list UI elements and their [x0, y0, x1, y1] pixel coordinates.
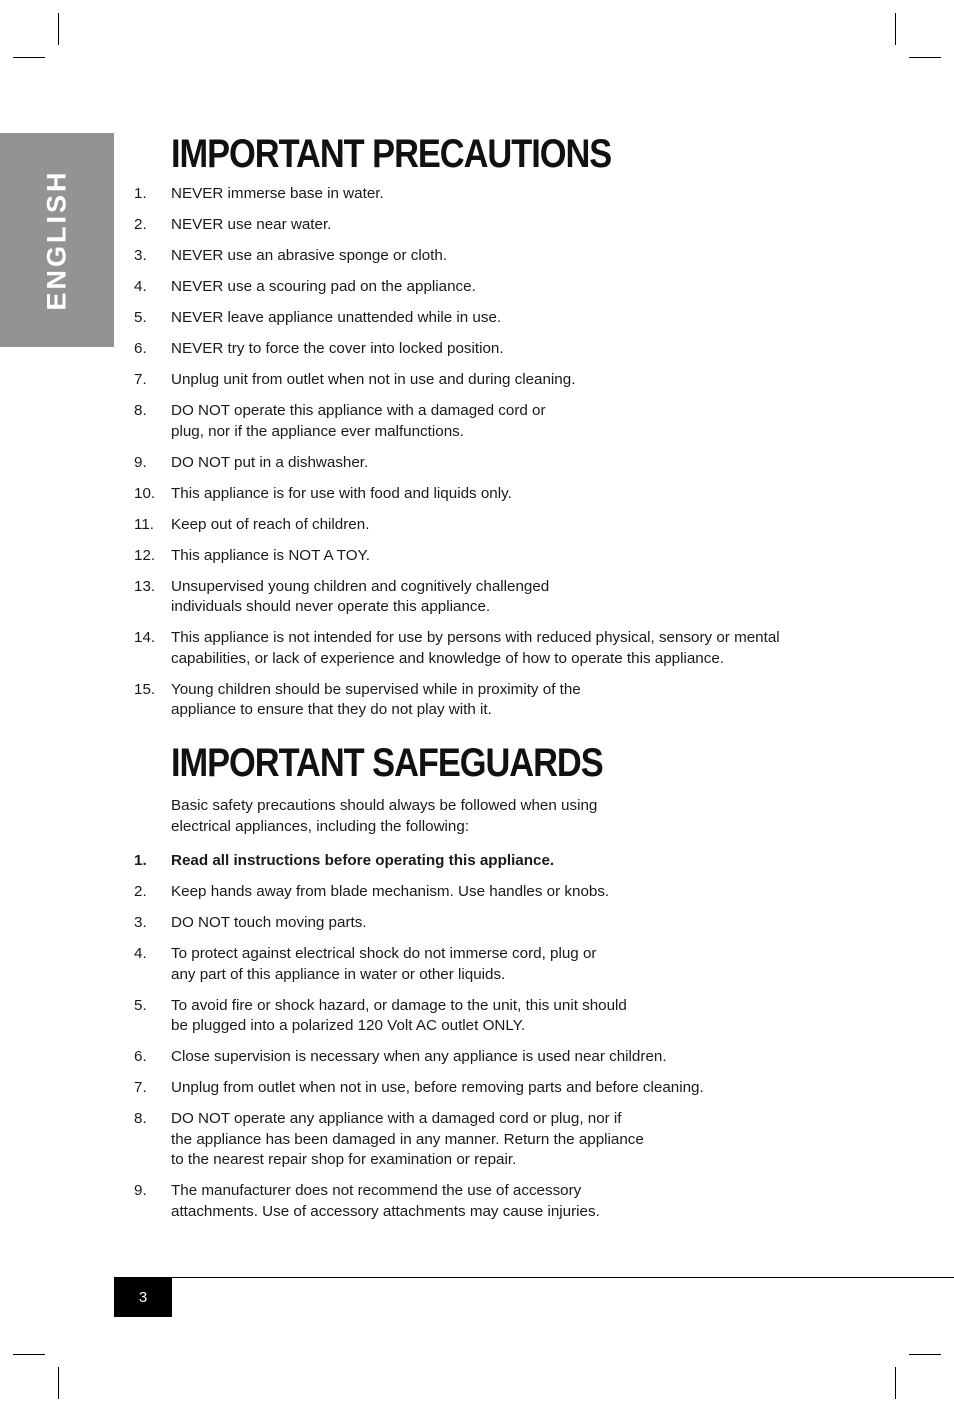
- item-text: [171, 246, 831, 267]
- item-text-line: capabilities, or lack of experience and knowledge of how to operate this appliance.: [171, 649, 725, 667]
- item-text-line: any part of this appliance in water or other liquids.: [171, 965, 506, 983]
- item-text-line: NEVER use near water.: [171, 216, 332, 233]
- item-text: [171, 277, 831, 298]
- item-number: 13.: [134, 577, 156, 595]
- item-text-line: Unplug unit from outlet when not in use and during cleaning.: [171, 371, 576, 388]
- item-text-line: DO NOT operate this appliance with a damaged cord or: [171, 402, 546, 419]
- item-number: 3.: [134, 247, 147, 264]
- item-text-line: Read all instructions before operating this appliance.: [171, 852, 555, 869]
- item-text-line: DO NOT touch moving parts.: [171, 914, 367, 931]
- item-text: [171, 515, 831, 536]
- item-text: [171, 944, 831, 985]
- item-text: [171, 184, 831, 205]
- item-text: [171, 546, 831, 567]
- item-text: [171, 453, 831, 474]
- item-text: [171, 1181, 831, 1222]
- item-text: [171, 1109, 831, 1171]
- item-text-line: NEVER use a scouring pad on the appliance.: [171, 278, 476, 295]
- item-text-line: attachments. Use of accessory attachments may cause injuries.: [171, 1202, 600, 1220]
- crop-mark: [13, 1354, 45, 1355]
- item-number: 4.: [134, 945, 147, 962]
- item-text: [171, 577, 831, 618]
- item-number: 10.: [134, 484, 156, 502]
- item-text-line: Close supervision is necessary when any appliance is used near children.: [171, 1048, 667, 1065]
- item-text: [171, 913, 831, 934]
- item-number: 12.: [134, 546, 156, 564]
- item-text: [171, 215, 831, 236]
- item-text-line: Keep out of reach of children.: [171, 515, 370, 533]
- item-text: [171, 370, 831, 391]
- item-text: [171, 401, 831, 442]
- item-text: [171, 339, 831, 360]
- item-number: 14.: [134, 629, 156, 646]
- item-text: [171, 996, 831, 1037]
- item-text: [171, 308, 831, 329]
- item-number: 5.: [134, 996, 147, 1014]
- language-tab: [0, 133, 114, 347]
- item-number: 9.: [134, 453, 147, 471]
- precautions-heading: IMPORTANT PRECAUTIONS: [171, 132, 612, 176]
- item-text-line: appliance to ensure that they do not play with it.: [171, 701, 492, 718]
- item-text-line: NEVER try to force the cover into locked position.: [171, 340, 504, 357]
- intro-line: electrical appliances, including the following:: [171, 818, 470, 835]
- item-text-line: This appliance is NOT A TOY.: [171, 546, 370, 564]
- item-text: [171, 1078, 831, 1099]
- item-number: 5.: [134, 309, 147, 326]
- item-number: 9.: [134, 1182, 147, 1199]
- item-number: 6.: [134, 1048, 147, 1065]
- crop-mark: [909, 57, 941, 58]
- page-number: 3: [114, 1278, 172, 1317]
- crop-mark: [58, 1367, 59, 1399]
- item-text-line: be plugged into a polarized 120 Volt AC outlet ONLY.: [171, 1017, 526, 1034]
- item-text: [171, 680, 831, 721]
- crop-mark: [895, 1367, 896, 1399]
- intro-line: Basic safety precautions should always be followed when using: [171, 797, 598, 814]
- item-number: 7.: [134, 371, 147, 388]
- item-number: 11.: [134, 515, 154, 533]
- item-text-line: NEVER leave appliance unattended while in use.: [171, 309, 502, 326]
- item-text-line: DO NOT put in a dishwasher.: [171, 453, 369, 471]
- item-text-line: To avoid fire or shock hazard, or damage to the unit, this unit should: [171, 996, 627, 1014]
- item-text-line: To protect against electrical shock do not immerse cord, plug or: [171, 945, 597, 962]
- item-number: 1.: [134, 185, 147, 202]
- item-number: 2.: [134, 216, 147, 233]
- item-text: [171, 1047, 831, 1068]
- item-number: 4.: [134, 278, 147, 295]
- item-text-line: the appliance has been damaged in any manner. Return the appliance: [171, 1130, 644, 1148]
- item-text-line: DO NOT operate any appliance with a damaged cord or plug, nor if: [171, 1110, 622, 1127]
- footer-rule: [114, 1277, 954, 1278]
- item-number: 1.: [134, 852, 147, 869]
- item-text-line: plug, nor if the appliance ever malfunctions.: [171, 422, 464, 440]
- crop-mark: [58, 13, 59, 45]
- item-number: 8.: [134, 1110, 147, 1127]
- item-number: 8.: [134, 402, 147, 419]
- item-number: 7.: [134, 1079, 147, 1096]
- safeguards-intro: [171, 795, 651, 837]
- item-text-line: Unplug from outlet when not in use, before removing parts and before cleaning.: [171, 1079, 704, 1096]
- language-tab-label: ENGLISH: [41, 169, 72, 311]
- item-text: [171, 484, 831, 505]
- crop-mark: [13, 57, 45, 58]
- item-text-line: Keep hands away from blade mechanism. Use handles or knobs.: [171, 883, 610, 900]
- item-text-line: Young children should be supervised while in proximity of the: [171, 680, 581, 698]
- item-number: 6.: [134, 340, 147, 357]
- item-text: [171, 628, 831, 669]
- item-number: 3.: [134, 914, 147, 931]
- item-text-line: This appliance is for use with food and liquids only.: [171, 484, 512, 502]
- item-text-line: to the nearest repair shop for examination or repair.: [171, 1151, 517, 1168]
- item-text-line: This appliance is not intended for use by persons with reduced physical, sensory or mental: [171, 629, 780, 646]
- item-text-line: NEVER immerse base in water.: [171, 185, 384, 202]
- item-text-line: Unsupervised young children and cognitively challenged: [171, 577, 550, 595]
- item-number: 2.: [134, 883, 147, 900]
- crop-mark: [895, 13, 896, 45]
- item-number: 15.: [134, 680, 156, 698]
- item-text-line: NEVER use an abrasive sponge or cloth.: [171, 247, 448, 264]
- item-text: [171, 882, 831, 903]
- item-text-line: The manufacturer does not recommend the use of accessory: [171, 1182, 582, 1199]
- item-text: [171, 851, 831, 872]
- safeguards-heading: IMPORTANT SAFEGUARDS: [171, 741, 603, 785]
- crop-mark: [909, 1354, 941, 1355]
- item-text-line: individuals should never operate this appliance.: [171, 598, 491, 615]
